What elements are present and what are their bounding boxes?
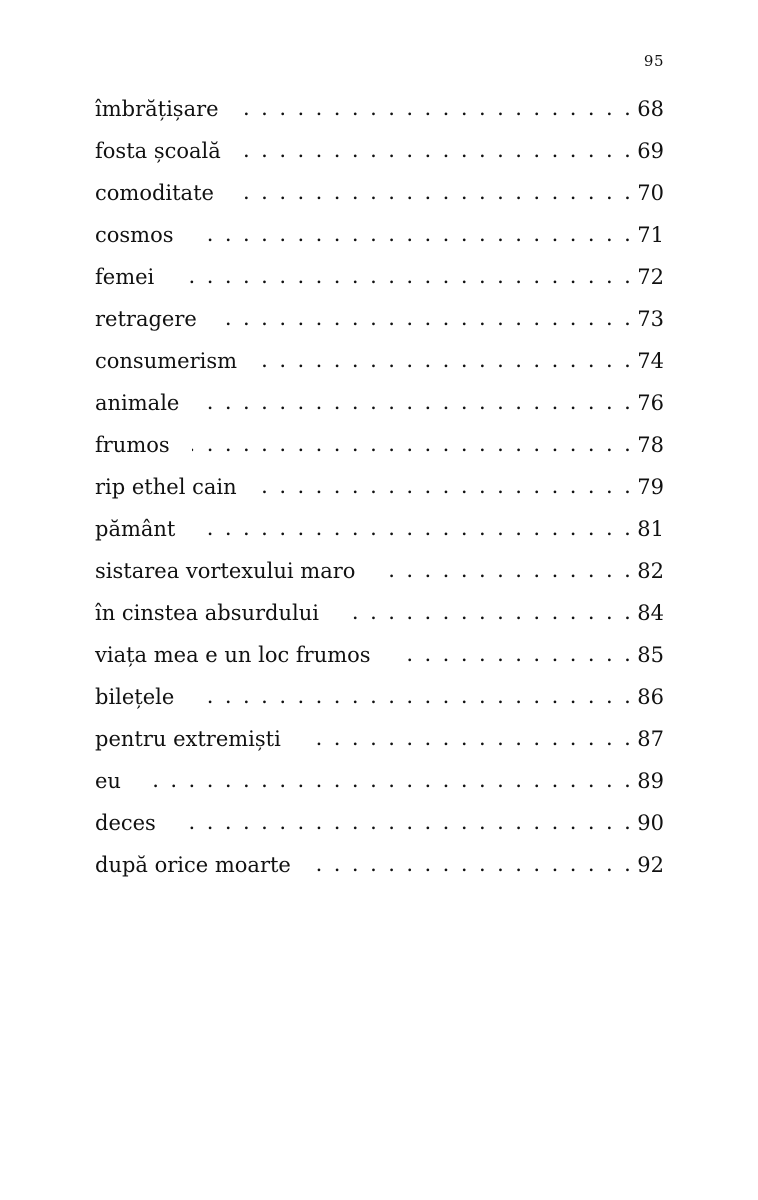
toc-dot-leader [377,560,633,582]
toc-entry-title: fosta școală [95,139,221,163]
toc-dot-leader [241,98,634,120]
toc-dot-leader [303,728,633,750]
toc-entry-page: 85 [637,643,664,667]
toc-dot-leader [196,224,634,246]
toc-dot-leader [259,350,633,372]
toc-entry-title: după orice moarte [95,853,291,877]
toc-dot-leader [341,602,633,624]
toc-dot-leader [176,266,633,288]
toc-dot-leader [197,518,633,540]
toc-entry [95,550,664,592]
toc-entry-title: bilețele [95,685,175,709]
toc-entry-page: 74 [637,349,664,373]
toc-entry [95,340,664,382]
page-number: 95 [643,52,664,70]
table-of-contents [95,88,664,886]
toc-dot-leader [143,770,633,792]
toc-entry [95,760,664,802]
toc-entry [95,88,664,130]
toc-entry-page: 68 [637,97,664,121]
toc-entry [95,382,664,424]
toc-entry-page: 76 [637,391,664,415]
toc-dot-leader [236,182,633,204]
toc-dot-leader [219,308,633,330]
toc-entry [95,298,664,340]
toc-entry [95,634,664,676]
toc-entry-title: rip ethel cain [95,475,237,499]
toc-entry-page: 79 [637,475,664,499]
toc-entry-page: 72 [637,265,664,289]
toc-entry-title: femei [95,265,155,289]
toc-dot-leader [178,812,633,834]
toc-dot-leader [243,140,634,162]
toc-entry-page: 87 [637,727,664,751]
toc-entry-title: deces [95,811,156,835]
toc-entry [95,844,664,886]
toc-entry-title: comoditate [95,181,214,205]
toc-entry-title: cosmos [95,223,174,247]
toc-dot-leader [196,686,633,708]
toc-entry [95,424,664,466]
toc-dot-leader [192,434,634,456]
toc-entry-page: 70 [637,181,664,205]
toc-entry-title: sistarea vortexului maro [95,559,356,583]
toc-entry [95,508,664,550]
toc-entry-title: frumos [95,433,170,457]
toc-entry-page: 86 [637,685,664,709]
toc-entry [95,802,664,844]
toc-entry-title: eu [95,769,121,793]
toc-entry-page: 92 [637,853,664,877]
toc-entry [95,172,664,214]
toc-entry-title: îmbrățișare [95,97,219,121]
toc-entry [95,718,664,760]
toc-entry-page: 73 [637,307,664,331]
toc-entry [95,130,664,172]
toc-entry-title: animale [95,391,180,415]
toc-entry-page: 78 [637,433,664,457]
toc-entry [95,592,664,634]
toc-entry [95,676,664,718]
toc-dot-leader [259,476,634,498]
toc-entry-page: 90 [637,811,664,835]
toc-entry-title: pentru extremiști [95,727,281,751]
toc-entry [95,466,664,508]
toc-entry-title: pământ [95,517,176,541]
toc-entry-title: consumerism [95,349,238,373]
toc-entry-title: retragere [95,307,197,331]
toc-entry-title: în cinstea absurdului [95,601,319,625]
toc-entry-page: 81 [637,517,664,541]
toc-dot-leader [313,854,633,876]
toc-entry-page: 71 [637,223,664,247]
toc-dot-leader [201,392,633,414]
toc-entry-page: 89 [637,769,664,793]
toc-entry-title: viața mea e un loc frumos [95,643,371,667]
toc-dot-leader [393,644,634,666]
toc-entry-page: 69 [637,139,664,163]
toc-entry-page: 84 [637,601,664,625]
toc-entry [95,214,664,256]
toc-entry [95,256,664,298]
toc-entry-page: 82 [637,559,664,583]
